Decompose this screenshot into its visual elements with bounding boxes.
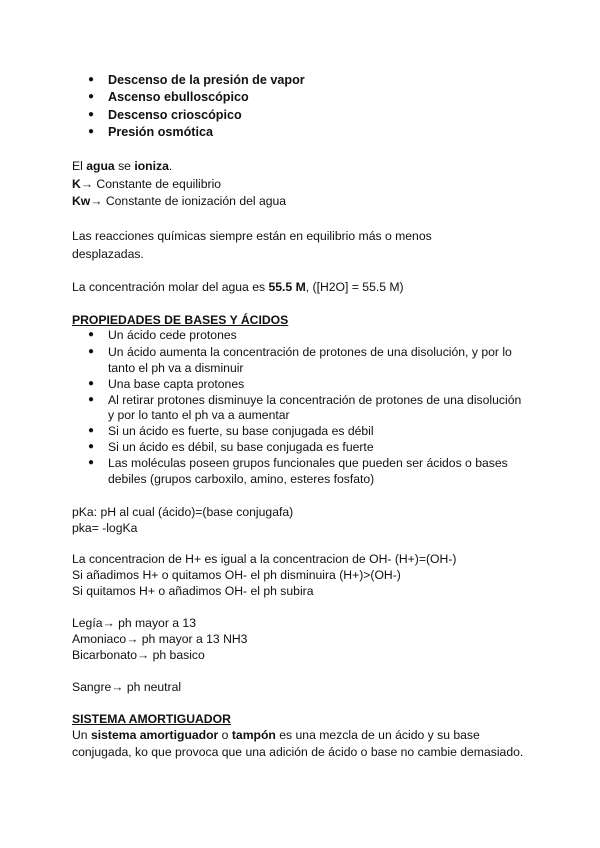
pka-line-1: pKa: pH al cual (ácido)=(base conjugafa) xyxy=(72,505,294,519)
amortiguador-line-1: Un sistema amortiguador o tampón es una mezcla de un ácido y su base xyxy=(72,728,480,742)
concentracion-line: La concentración molar del agua es 55.5 M, ([H2O] = 55.5 M) xyxy=(72,280,404,294)
bullet-icon: ● xyxy=(88,378,95,389)
ph-example-2: Amoniaco→ ph mayor a 13 NH3 xyxy=(72,632,248,646)
ph-example-4: Sangre→ ph neutral xyxy=(72,680,182,694)
bullet-icon: ● xyxy=(88,457,95,468)
propiedades-heading: PROPIEDADES DE BASES Y ÁCIDOS xyxy=(72,313,289,327)
amortiguador-line-2: conjugada, ko que provoca que una adición de ácido o base no cambie demasiado. xyxy=(72,745,524,759)
pka-line-2: pka= -logKa xyxy=(72,521,138,535)
bullet-icon: ● xyxy=(88,346,95,357)
bullet-icon: ● xyxy=(88,74,95,85)
h-ions-line-3: Si quitamos H+ o añadimos OH- el ph subira xyxy=(72,584,314,598)
equilibrio-line-1: Las reacciones químicas siempre están en equilibrio más o menos xyxy=(72,229,432,243)
bullet-icon: ● xyxy=(88,109,95,120)
h-ions-line-1: La concentracion de H+ es igual a la concentracion de OH- (H+)=(OH-) xyxy=(72,552,457,566)
agua-ioniza-line: El agua se ioniza. xyxy=(72,159,173,173)
kw-line: Kw→ Constante de ionización del agua xyxy=(72,194,287,208)
bullet-icon: ● xyxy=(88,91,95,102)
bullet-icon: ● xyxy=(88,329,95,340)
document-page: ● Descenso de la presión de vapor ● Ascenso ebulloscópico ● Descenso crioscópico ● Presión osmótica El agua se ioniza. K→ Constante de equilibrio Kw→ Constante de ionización del agua Las reacciones químicas siempre están en equilibrio más o menos desplazadas. La concentración molar del agua es 55.5 M, ([H2O] = 55.5 M) PROPIEDADES DE BASES Y ÁCIDOS ● Un ácido cede protones ● Un ácido aumenta la concentración de protones de una disolución, y por lo tanto el ph va a disminuir ● Una base capta protones ● Al retirar protones disminuye la concentración de protones de una disolución y por lo tanto el ph va a aumentar ● Si un ácido es fuerte, su base conjugada es débil ● Si un ácido es débil, su base conjugada es fuerte ● Las moléculas poseen grupos funcionales que pueden ser ácidos o bases debiles (grupos carboxilo, amino, esteres fosfato) pKa: pH al cual (ácido)=(base conjugafa) pka= -logKa La concentracion de H+ es igual a la concentracion de OH- (H+)=(OH-) Si añadimos H+ o quitamos OH- el ph disminuira (H+)>(OH-) Si quitamos H+ o añadimos OH- el ph subira Legía→ ph mayor a 13 Amoniaco→ ph mayor a 13 NH3 Bicarbonato→ ph basico Sangre→ ph neutral SISTEMA AMORTIGUADOR Un sistema amortiguador o tampón es una mezcla de un ácido y su base conjugada, ko que provoca que una adición de ácido o base no cambie demasiado. xyxy=(72,73,524,759)
bullet-icon: ● xyxy=(88,425,95,436)
ph-example-1: Legía→ ph mayor a 13 xyxy=(72,616,196,630)
amortiguador-heading: SISTEMA AMORTIGUADOR xyxy=(72,712,231,726)
equilibrio-line-2: desplazadas. xyxy=(72,247,144,261)
bullet-icon: ● xyxy=(88,394,95,405)
ph-example-3: Bicarbonato→ ph basico xyxy=(72,648,205,662)
bullet-icon: ● xyxy=(88,441,95,452)
h-ions-line-2: Si añadimos H+ o quitamos OH- el ph disminuira (H+)>(OH-) xyxy=(72,568,401,582)
k-line: K→ Constante de equilibrio xyxy=(72,177,222,191)
bullet-icon: ● xyxy=(88,126,95,137)
